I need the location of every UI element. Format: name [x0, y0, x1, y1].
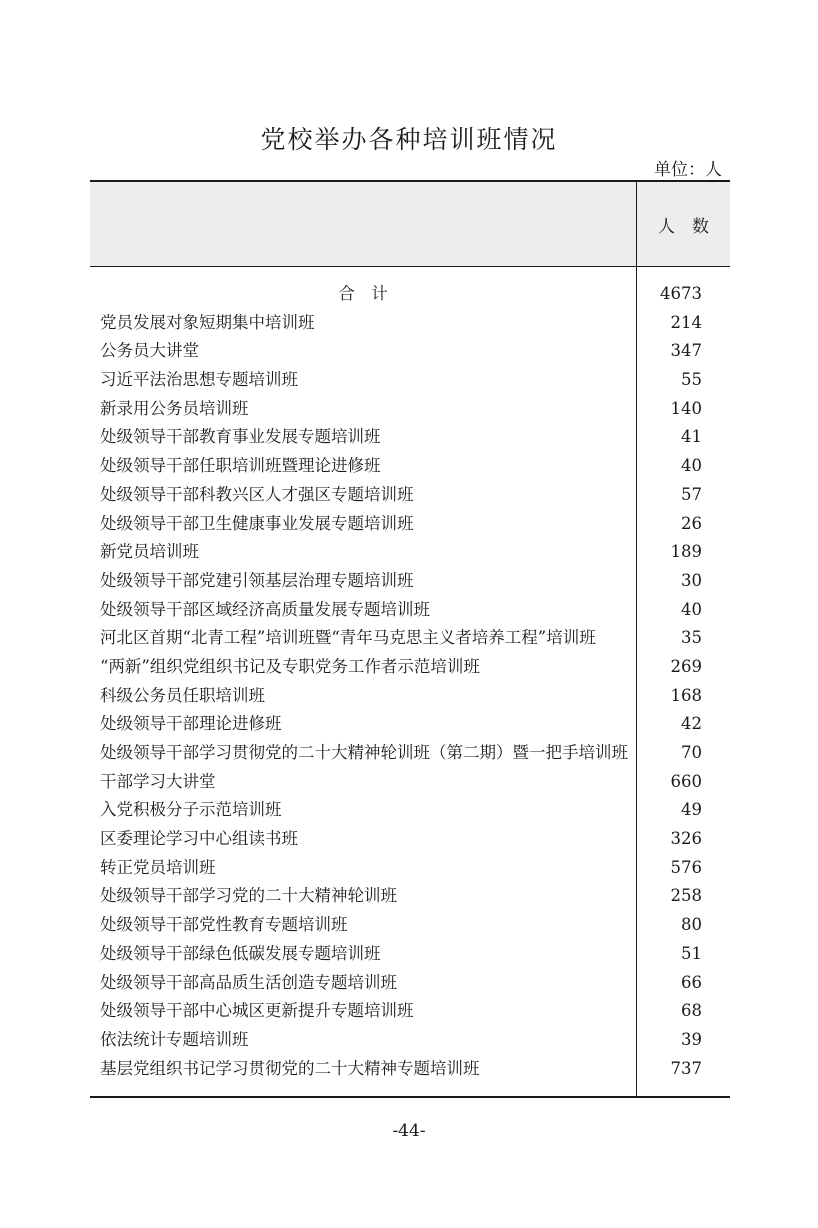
- row-label: 处级领导干部区域经济高质量发展专题培训班: [100, 599, 430, 619]
- table-row: [90, 969, 730, 998]
- row-value: 347: [670, 341, 702, 361]
- row-label: 党员发展对象短期集中培训班: [100, 312, 315, 332]
- table-body: [90, 309, 730, 1084]
- row-label: 处级领导干部任职培训班暨理论进修班: [100, 456, 381, 476]
- row-label: 公务员大讲堂: [100, 341, 199, 361]
- table-row: [90, 882, 730, 911]
- table-header-band: [90, 182, 730, 266]
- row-label: 处级领导干部高品质生活创造专题培训班: [100, 972, 397, 992]
- row-label: 习近平法治思想专题培训班: [100, 370, 298, 390]
- table-row: [90, 452, 730, 481]
- row-value: 66: [681, 972, 702, 992]
- row-value: 30: [681, 570, 702, 590]
- table-row: [90, 1026, 730, 1055]
- row-label: 河北区首期“北青工程”培训班暨“青年马克思主义者培养工程”培训班: [100, 628, 596, 648]
- table-row: [90, 366, 730, 395]
- row-value: 140: [670, 398, 702, 418]
- row-value: 737: [670, 1058, 702, 1078]
- row-value: 40: [681, 456, 702, 476]
- table-row: [90, 710, 730, 739]
- row-value: 39: [681, 1029, 702, 1049]
- row-value: 51: [681, 943, 702, 963]
- table-row: [90, 997, 730, 1026]
- row-label: 处级领导干部学习党的二十大精神轮训班: [100, 886, 397, 906]
- row-value: 41: [681, 427, 702, 447]
- table-row: [90, 682, 730, 711]
- training-table: [90, 180, 730, 1098]
- row-label: 处级领导干部党建引领基层治理专题培训班: [100, 570, 414, 590]
- table-row: [90, 337, 730, 366]
- table-row: [90, 423, 730, 452]
- row-label: “两新”组织党组织书记及专职党务工作者示范培训班: [100, 656, 480, 676]
- row-value: 57: [681, 484, 702, 504]
- row-value: 68: [681, 1001, 702, 1021]
- table-row: [90, 825, 730, 854]
- row-value: 40: [681, 599, 702, 619]
- row-value: 26: [681, 513, 702, 533]
- total-row: [90, 280, 730, 308]
- row-label: 新党员培训班: [100, 542, 199, 562]
- row-label: 处级领导干部学习贯彻党的二十大精神轮训班（第二期）暨一把手培训班: [100, 743, 628, 762]
- table-row: [90, 1055, 730, 1084]
- row-value: 80: [681, 915, 702, 935]
- row-value: 42: [681, 714, 702, 734]
- row-label: 基层党组织书记学习贯彻党的二十大精神专题培训班: [100, 1058, 480, 1078]
- row-value: 326: [670, 829, 702, 849]
- row-value: 269: [670, 656, 702, 676]
- table-row: [90, 911, 730, 940]
- row-value: 660: [670, 771, 702, 791]
- table-row: [90, 653, 730, 682]
- row-label: 处级领导干部绿色低碳发展专题培训班: [100, 943, 381, 963]
- table-row: [90, 510, 730, 539]
- row-value: 70: [681, 743, 702, 762]
- row-label: 处级领导干部教育事业发展专题培训班: [100, 427, 381, 447]
- row-value: 55: [681, 370, 702, 390]
- row-label: 处级领导干部中心城区更新提升专题培训班: [100, 1001, 414, 1021]
- table-row: [90, 796, 730, 825]
- row-value: 576: [670, 857, 702, 877]
- table-row: [90, 596, 730, 625]
- table-row: [90, 538, 730, 567]
- row-label: 入党积极分子示范培训班: [100, 800, 282, 820]
- row-value: 189: [670, 542, 702, 562]
- table-row: [90, 624, 730, 653]
- row-label: 依法统计专题培训班: [100, 1029, 249, 1049]
- total-value: 4673: [660, 284, 702, 303]
- row-value: 214: [670, 312, 702, 332]
- table-row: [90, 739, 730, 768]
- table-bottom-rule: [90, 1096, 730, 1098]
- table-row: [90, 481, 730, 510]
- table-row: [90, 395, 730, 424]
- page-number: -44-: [392, 1121, 426, 1141]
- table-row: [90, 854, 730, 883]
- row-value: 168: [670, 685, 702, 705]
- row-label: 处级领导干部卫生健康事业发展专题培训班: [100, 513, 414, 533]
- row-label: 处级领导干部理论进修班: [100, 714, 282, 734]
- row-label: 区委理论学习中心组读书班: [100, 829, 298, 849]
- table-header-rule: [90, 266, 730, 267]
- row-label: 转正党员培训班: [100, 857, 216, 877]
- table-row: [90, 940, 730, 969]
- table-row: [90, 309, 730, 338]
- document-title: 党校举办各种培训班情况: [260, 125, 558, 154]
- row-label: 干部学习大讲堂: [100, 771, 216, 791]
- table-row: [90, 768, 730, 797]
- total-label: 合 计: [338, 284, 388, 303]
- row-label: 新录用公务员培训班: [100, 398, 249, 418]
- table-row: [90, 567, 730, 596]
- row-value: 258: [670, 886, 702, 906]
- row-label: 科级公务员任职培训班: [100, 685, 265, 705]
- row-label: 处级领导干部科教兴区人才强区专题培训班: [100, 484, 414, 504]
- column-header-count: 人 数: [658, 216, 709, 237]
- row-label: 处级领导干部党性教育专题培训班: [100, 915, 348, 935]
- row-value: 35: [681, 628, 702, 648]
- row-value: 49: [681, 800, 702, 820]
- unit-label: 单位：人: [654, 160, 722, 180]
